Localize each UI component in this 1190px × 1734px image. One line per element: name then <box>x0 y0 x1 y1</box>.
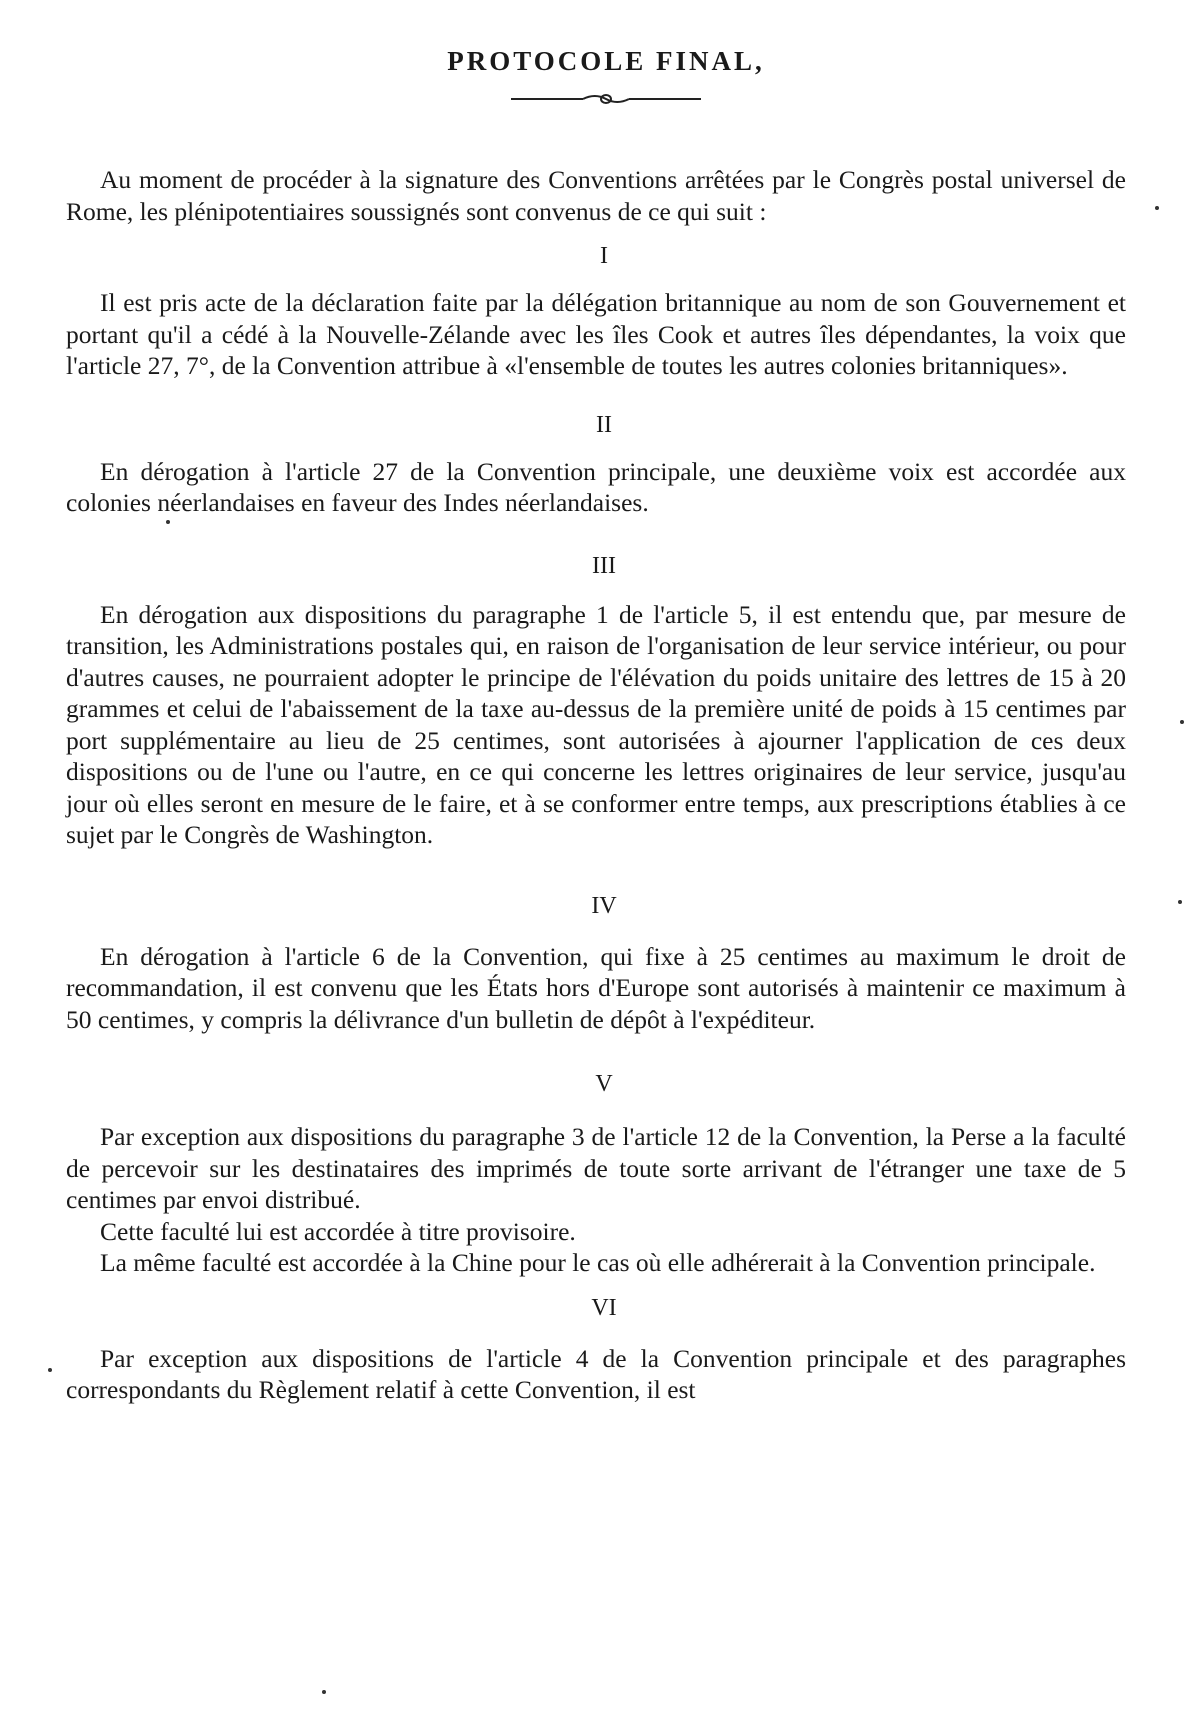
intro-paragraph: Au moment de procéder à la signature des Conventions arrêtées par le Congrès postal universel de Rome, les plénipotentiaires soussignés sont convenus de ce qui suit : <box>66 165 1126 226</box>
section-paragraph: En dérogation aux dispositions du paragraphe 1 de l'article 5, il est entendu que, par mesure de transition, les Administrations postales qui, en raison de l'organisation de leur service intérieur, ou pour d'autres causes, ne pourraient adopter le principe de l'élévation du poids unitaire des lettres de 15 à 20 grammes et celui de l'abaissement de la taxe au-dessus de la première unité de poids à 15 centimes par port supplémentaire au lieu de 25 centimes, sont autorisées à ajourner l'application de ces deux dispositions ou de l'une ou l'autre, en ce qui concerne les lettres originaires de leur service, jusqu'au jour où elles seront en mesure de le faire, et à se conformer entre temps, aux prescriptions établies à ce sujet par le Congrès de Washington. <box>66 599 1126 849</box>
section-number: III <box>592 552 616 579</box>
document-title: PROTOCOLE FINAL, <box>447 46 765 76</box>
section-number: II <box>596 411 612 438</box>
title-ornament <box>491 92 701 106</box>
section-paragraph: La même faculté est accordée à la Chine pour le cas où elle adhérerait à la Convention principale. <box>100 1248 1096 1277</box>
scan-speck <box>322 1690 326 1694</box>
section-paragraph: Par exception aux dispositions du paragraphe 3 de l'article 12 de la Convention, la Perse a la faculté de percevoir sur les destinataires des imprimés de toute sorte arrivant de l'étranger une taxe de 5 centimes par envoi distribué. <box>66 1122 1126 1214</box>
scan-speck <box>48 1368 52 1372</box>
scan-speck <box>166 520 170 524</box>
section-paragraph: Il est pris acte de la déclaration faite par la délégation britannique au nom de son Gouvernement et portant qu'il a cédé à la Nouvelle-Zélande avec les îles Cook et autres îles dépendantes, la voix que l'article 27, 7°, de la Convention attribue à «l'ensemble de toutes les autres colonies britanniques». <box>66 288 1126 380</box>
section-paragraph: Par exception aux dispositions de l'article 4 de la Convention principale et des paragraphes correspondants du Règlement relatif à cette Convention, il est <box>66 1343 1126 1404</box>
scan-speck <box>1178 900 1182 904</box>
section-number: V <box>595 1071 613 1097</box>
section-paragraph: En dérogation à l'article 6 de la Convention, qui fixe à 25 centimes au maximum le droit de recommandation, il est convenu que les États hors d'Europe sont autorisés à maintenir ce maximum à 50 centimes, y compris la délivrance d'un bulletin de dépôt à l'expéditeur. <box>66 941 1126 1034</box>
section-number: IV <box>591 892 617 919</box>
scan-speck <box>1155 206 1159 210</box>
section-number: VI <box>591 1294 617 1321</box>
section-number: I <box>600 243 608 269</box>
document-page <box>66 44 1126 1406</box>
scan-speck <box>1180 720 1184 724</box>
section-paragraph: En dérogation à l'article 27 de la Convention principale, une deuxième voix est accordée aux colonies néerlandaises en faveur des Indes néerlandaises. <box>66 456 1126 517</box>
section-paragraph: Cette faculté lui est accordée à titre provisoire. <box>100 1216 576 1246</box>
